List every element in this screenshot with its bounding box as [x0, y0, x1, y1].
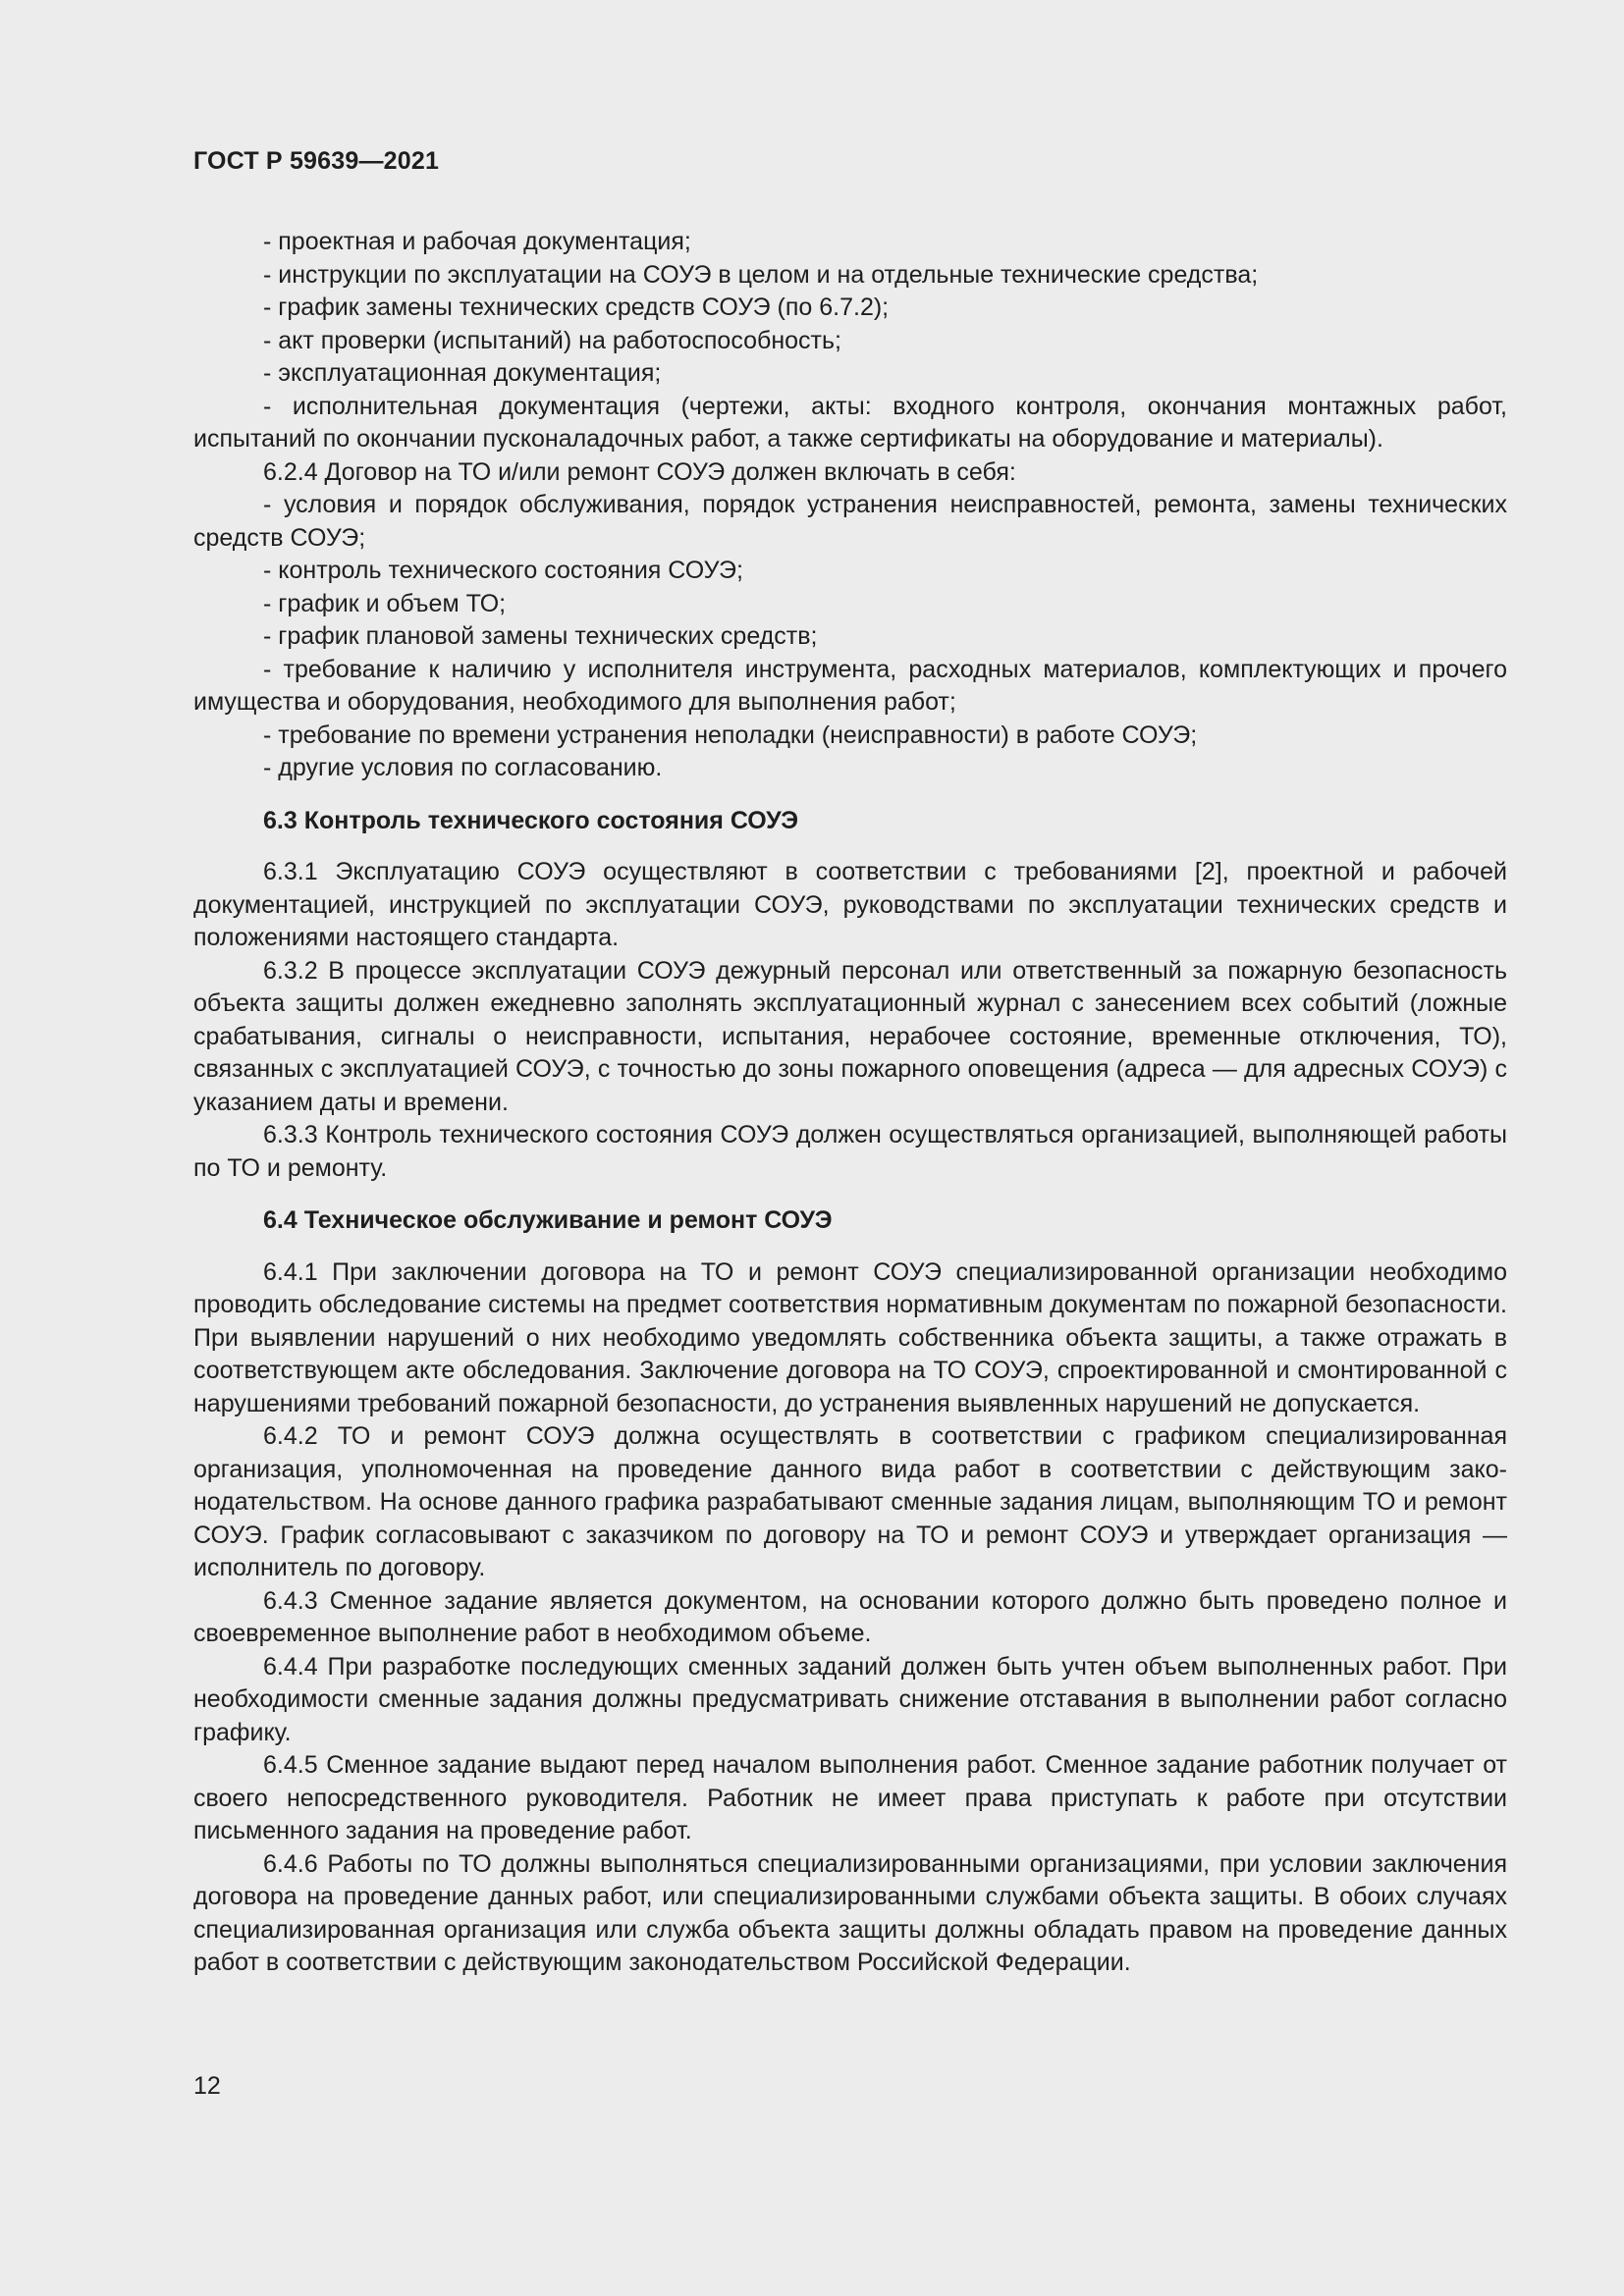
section-heading-6-3: 6.3 Контроль технического состояния СОУЭ	[263, 806, 799, 834]
list-item: - другие условия по согласованию.	[263, 754, 663, 781]
document-body	[193, 226, 1507, 1980]
list-item: - график и объем ТО;	[263, 589, 507, 617]
clause-6-3-3: 6.3.3 Контроль технического состояния СОУЭ должен осуществляться организацией, выполняющей работы по ТО и ремонту.	[193, 1121, 1507, 1182]
list-item: - график замены технических средств СОУЭ (по 6.7.2);	[263, 294, 890, 321]
list-item: - эксплуатационная документация;	[263, 359, 662, 387]
clause-6-4-4: 6.4.4 При разработке последующих сменных заданий должен быть учтен объем выполненных работ. При необходимости сменные задания должны предусматривать снижение отставания в выполнении работ согласно графику.	[193, 1652, 1507, 1746]
list-item: - требование по времени устранения неполадки (неисправности) в работе СОУЭ;	[263, 721, 1198, 749]
clause-6-4-6: 6.4.6 Работы по ТО должны выполняться специализированными организациями, при условии заключения договора на проведение данных работ, или специализированными службами объекта защиты. В обоих случаях специализированная организация или служба объекта защиты должны обладать правом на проведение данных работ в соответствии с действующим законодательством Российской Федерации.	[193, 1849, 1507, 1976]
clause-6-4-5: 6.4.5 Сменное задание выдают перед началом выполнения работ. Сменное задание работник получает от своего непосредственного руководителя. Работник не имеет права приступать к работе при отсутствии письменного задания на проведение работ.	[193, 1751, 1507, 1844]
list-item: - инструкции по эксплуатации на СОУЭ в целом и на отдельные технические средства;	[263, 260, 1259, 289]
list-item: - проектная и рабочая документация;	[263, 228, 691, 255]
list-item: - требование к наличию у исполнителя инструмента, расходных материалов, комплектующих и прочего имущества и оборудования, необходимого для выполнения работ;	[193, 655, 1507, 716]
clause-6-4-1: 6.4.1 При заключении договора на ТО и ремонт СОУЭ специализированной организации необходимо проводить обследование системы на предмет соответствия нормативным документам по пожарной безопасности. При выявлении нарушений о них необходимо уведомлять собственника объекта защиты, а также отражать в соответствующем акте обследования. Заключение договора на ТО СОУЭ, спроектированной и смонтированной с нарушениями требований пожарной безопасности, до устранения выявленных нарушений не допускается.	[193, 1257, 1507, 1417]
clause-6-3-2: 6.3.2 В процессе эксплуатации СОУЭ дежурный персонал или ответственный за пожарную безопасность объекта защиты должен ежедневно заполнять эксплуатационный журнал с занесением всех событий (ложные срабатывания, сигналы о неисправности, испытания, нерабочее состояние, временные отключения, ТО), связанных с эксплуатацией СОУЭ, с точностью до зоны пожарного оповещения (адреса — для адресных СОУЭ) с указанием даты и времени.	[193, 956, 1507, 1116]
clause-6-3-1: 6.3.1 Эксплуатацию СОУЭ осуществляют в соответствии с требованиями [2], проектной и рабочей документацией, инструкцией по эксплуатации СОУЭ, руководствами по эксплуатации технических средств и положениями настоящего стандарта.	[193, 858, 1507, 951]
list-item: - исполнительная документация (чертежи, акты: входного контроля, окончания монтажных работ, испытаний по окончании пусконаладочных работ, а также сертификаты на оборудование и материалы).	[193, 392, 1507, 453]
list-item: - контроль технического состояния СОУЭ;	[263, 557, 743, 584]
list-item: - акт проверки (испытаний) на работоспособность;	[263, 326, 841, 354]
list-item: - условия и порядок обслуживания, порядок устранения неисправностей, ремонта, замены технических средств СОУЭ;	[193, 491, 1507, 552]
clause-6-2-4: 6.2.4 Договор на ТО и/или ремонт СОУЭ должен включать в себя:	[263, 457, 1016, 486]
clause-6-4-2: 6.4.2 ТО и ремонт СОУЭ должна осуществлять в соответствии с графиком специализированная организация, уполномоченная на проведение данного вида работ в соответствии с действующим законодательством. На основе данного графика разрабатывают сменные задания лицам, выполняющим ТО и ремонт СОУЭ. График согласовывают с заказчиком по договору на ТО и ремонт СОУЭ и утверждает организация — исполнитель по договору.	[193, 1422, 1507, 1581]
page-number: 12	[193, 2072, 221, 2100]
document-header: ГОСТ Р 59639—2021	[193, 147, 440, 175]
clause-6-4-3: 6.4.3 Сменное задание является документом, на основании которого должно быть проведено полное и своевременное выполнение работ в необходимом объеме.	[193, 1586, 1507, 1647]
list-item: - график плановой замены технических средств;	[263, 622, 818, 650]
section-heading-6-4: 6.4 Техническое обслуживание и ремонт СОУЭ	[263, 1206, 833, 1234]
